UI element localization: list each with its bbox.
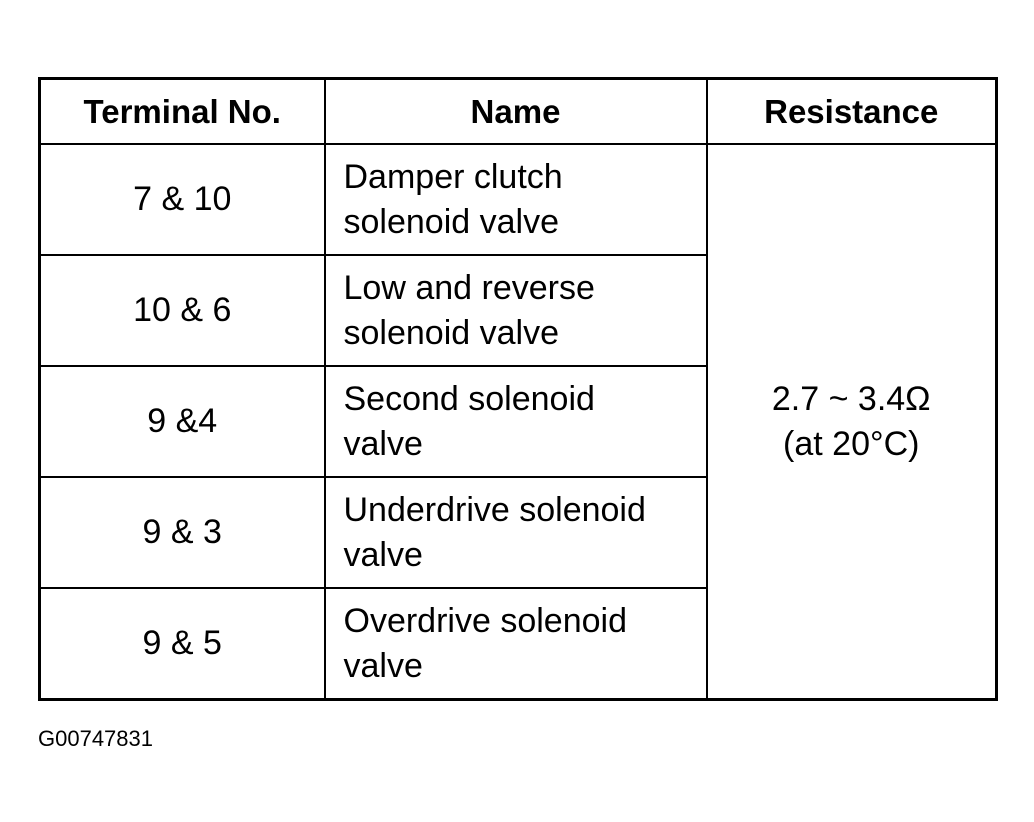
header-terminal-no: Terminal No.: [40, 79, 325, 145]
header-resistance: Resistance: [707, 79, 997, 145]
name-line: valve: [343, 646, 423, 685]
terminal-cell: 9 & 5: [40, 588, 325, 700]
name-line: Overdrive solenoid: [343, 601, 627, 640]
name-line: Second solenoid: [343, 379, 595, 418]
terminal-cell: 7 & 10: [40, 144, 325, 255]
name-cell: [325, 255, 707, 366]
terminal-cell: 10 & 6: [40, 255, 325, 366]
figure-id-label: G00747831: [38, 726, 153, 751]
name-cell: [325, 477, 707, 588]
table-row: [40, 144, 997, 255]
name-cell: [325, 144, 707, 255]
name-line: Underdrive solenoid: [343, 490, 646, 529]
name-line: Damper clutch: [343, 157, 563, 196]
resistance-cell: [707, 144, 997, 700]
header-name: Name: [325, 79, 707, 145]
name-line: solenoid valve: [343, 202, 559, 241]
solenoid-resistance-table: [38, 77, 998, 701]
resistance-value: 2.7 ~ 3.4Ω: [771, 379, 931, 418]
name-line: valve: [343, 424, 423, 463]
resistance-condition: (at 20°C): [783, 424, 920, 463]
name-line: solenoid valve: [343, 313, 559, 352]
header-row: [40, 79, 997, 145]
name-line: valve: [343, 535, 423, 574]
name-cell: [325, 366, 707, 477]
terminal-cell: 9 & 3: [40, 477, 325, 588]
name-cell: [325, 588, 707, 700]
name-line: Low and reverse: [343, 268, 595, 307]
terminal-cell: 9 &4: [40, 366, 325, 477]
